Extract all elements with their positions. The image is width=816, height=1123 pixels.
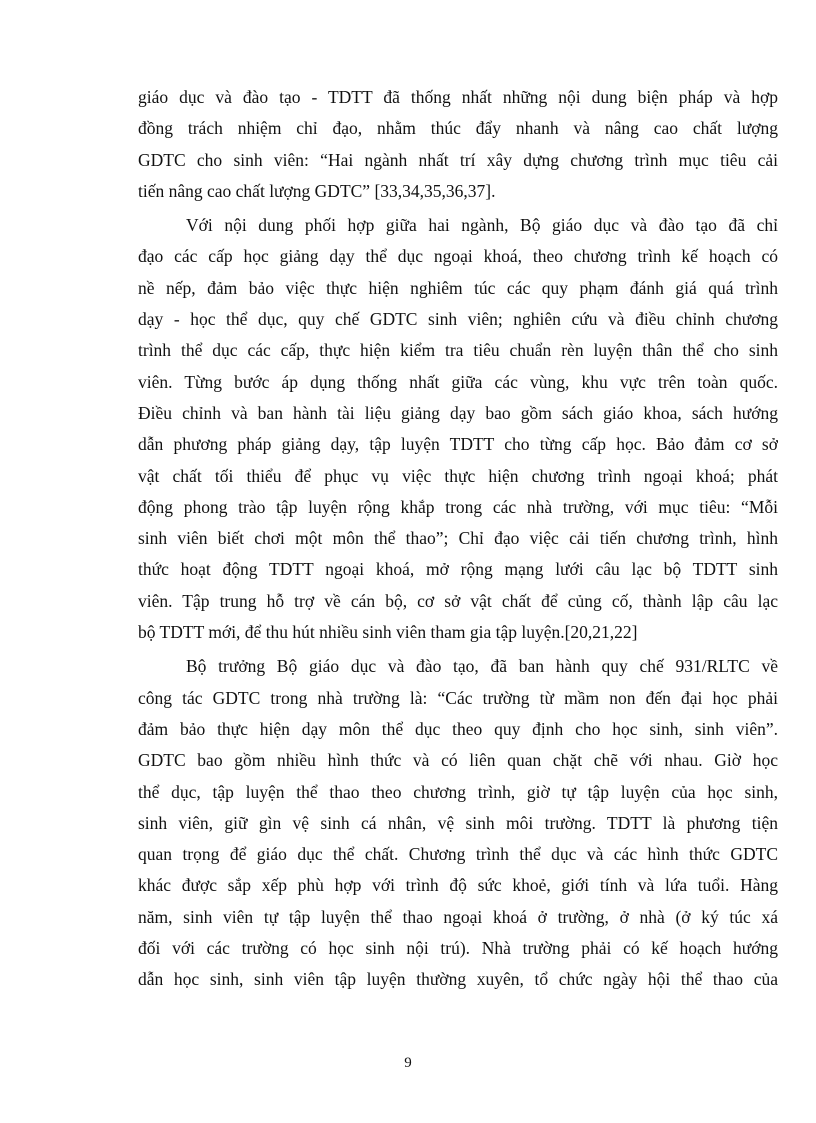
text-line: dẫn học sinh, sinh viên tập luyện thường xuyên, tổ chức ngày hội thể thao của — [138, 969, 778, 990]
text-line: Với nội dung phối hợp giữa hai ngành, Bộ giáo dục và đào tạo đã chỉ — [186, 215, 778, 236]
text-line: bộ TDTT mới, để thu hút nhiều sinh viên tham gia tập luyện.[20,21,22] — [138, 622, 638, 643]
text-line: dạy - học thể dục, quy chế GDTC sinh viên; nghiên cứu và điều chỉnh chương — [138, 309, 778, 330]
text-line: nề nếp, đảm bảo việc thực hiện nghiêm túc các quy phạm đánh giá quá trình — [138, 277, 778, 298]
text-line: viên. Từng bước áp dụng thống nhất giữa các vùng, khu vực trên toàn quốc. — [138, 371, 778, 392]
text-line: khác được sắp xếp phù hợp với trình độ sức khoẻ, giới tính và lứa tuổi. Hàng — [138, 875, 778, 896]
text-line: Bộ trưởng Bộ giáo dục và đào tạo, đã ban hành quy chế 931/RLTC về — [186, 656, 778, 677]
text-line: sinh viên biết chơi một môn thể thao”; Chỉ đạo việc cải tiến chương trình, hình — [138, 528, 778, 549]
text-line: viên. Tập trung hỗ trợ về cán bộ, cơ sở vật chất để củng cố, thành lập câu lạc — [138, 590, 778, 611]
text-line: thể dục, tập luyện thể thao theo chương trình, giờ tự tập luyện của học sinh, — [138, 781, 778, 802]
text-line: đảm bảo thực hiện dạy môn thể dục theo quy định cho học sinh, sinh viên”. — [138, 718, 778, 739]
text-line: GDTC bao gồm nhiều hình thức và có liên quan chặt chẽ với nhau. Giờ học — [138, 750, 778, 771]
text-line: đạo các cấp học giảng dạy thể dục ngoại khoá, theo chương trình kế hoạch có — [138, 246, 778, 267]
paragraph-1 — [138, 82, 778, 207]
text-line: giáo dục và đào tạo - TDTT đã thống nhất những nội dung biện pháp và hợp — [138, 87, 778, 107]
paragraph-2 — [138, 210, 778, 648]
text-line: năm, sinh viên tự tập luyện thể thao ngoại khoá ở trường, ở nhà (ở ký túc xá — [138, 906, 778, 927]
document-body — [138, 82, 778, 999]
paragraph-3 — [138, 651, 778, 995]
text-line: sinh viên, giữ gìn vệ sinh cá nhân, vệ sinh môi trường. TDTT là phương tiện — [138, 812, 778, 833]
page-number: 9 — [404, 1055, 412, 1071]
text-line: trình thể dục các cấp, thực hiện kiểm tra tiêu chuẩn rèn luyện thân thể cho sinh — [138, 340, 778, 361]
text-line: tiến nâng cao chất lượng GDTC” [33,34,35,36,37]. — [138, 180, 496, 201]
text-line: động phong trào tập luyện rộng khắp trong các nhà trường, với mục tiêu: “Mỗi — [138, 496, 778, 517]
text-line: quan trọng để giáo dục thể chất. Chương trình thể dục và các hình thức GDTC — [138, 844, 778, 865]
text-line: dẫn phương pháp giảng dạy, tập luyện TDTT cho từng cấp học. Bảo đảm cơ sở — [138, 434, 778, 455]
text-line: vật chất tối thiểu để phục vụ việc thực hiện chương trình ngoại khoá; phát — [138, 465, 778, 486]
text-line: GDTC cho sinh viên: “Hai ngành nhất trí xây dựng chương trình mục tiêu cải — [138, 149, 778, 170]
text-line: thức hoạt động TDTT ngoại khoá, mở rộng mạng lưới câu lạc bộ TDTT sinh — [138, 559, 778, 580]
text-line: đối với các trường có học sinh nội trú). Nhà trường phải có kế hoạch hướng — [138, 938, 778, 959]
text-line: đồng trách nhiệm chỉ đạo, nhằm thúc đẩy nhanh và nâng cao chất lượng — [138, 118, 778, 139]
text-line: Điều chỉnh và ban hành tài liệu giảng dạy bao gồm sách giáo khoa, sách hướng — [138, 402, 778, 423]
text-line: công tác GDTC trong nhà trường là: “Các trường từ mầm non đến đại học phải — [138, 687, 778, 708]
